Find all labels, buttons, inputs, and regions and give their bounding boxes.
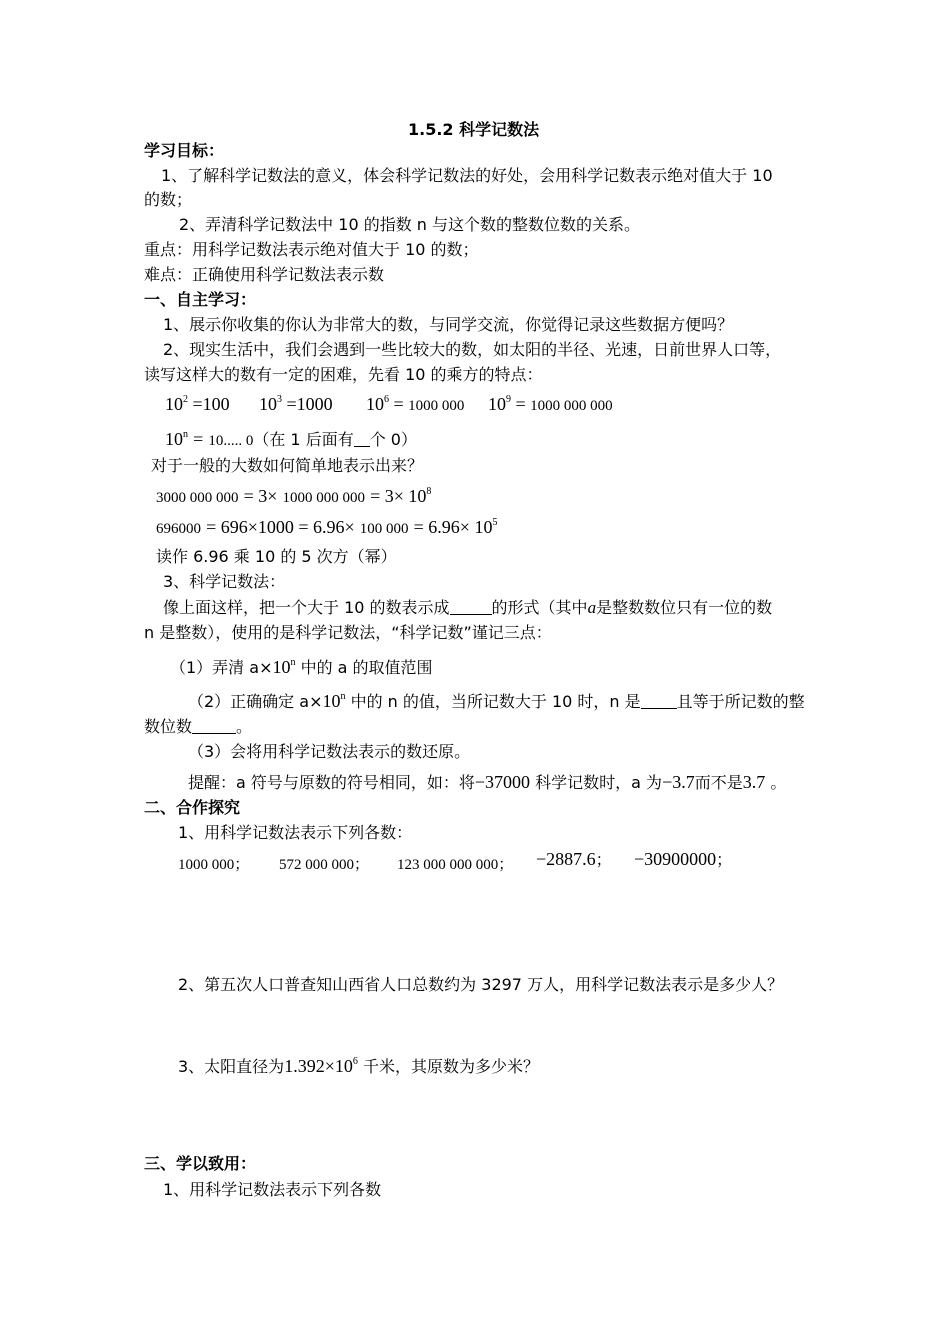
section-1-heading: 一、自主学习： [144, 290, 257, 309]
s2-question-2: 2、第五次人口普查知山西省人口总数约为 3297 万人，用科学记数法表示是多少人？ [178, 975, 784, 994]
power-10-n: 10$^n$ = 10..... 0（在 1 后面有 个 0） [165, 429, 417, 449]
power-10-3: $10^3 =1000$ [259, 394, 333, 414]
s1-ask: 对于一般的大数如何简单地表示出来？ [151, 456, 424, 475]
definition-line-2: n 是整数），使用的是科学记数法，“科学记数”谨记三点： [144, 623, 552, 642]
digit-count-blank[interactable] [192, 719, 236, 734]
reminder: 提醒：a 符号与原数的符号相同，如：将−37000 科学记数时，a 为−3.7而不是3.7 。 [188, 772, 787, 792]
point-2-line-2: 数位数 。 [144, 717, 253, 736]
key-point: 重点：用科学记数法表示绝对值大于 10 的数； [144, 240, 479, 259]
zeros-count-blank[interactable] [354, 432, 370, 447]
point-2-line-1: （2）正确确定 $a\times 10^n$ 中的 n 的值，当所记数大于 10 时，n 是 且等于所记数的整 [188, 691, 805, 711]
n-value-blank[interactable] [641, 694, 677, 709]
s2-number-3: 123 000 000 000； [397, 857, 514, 873]
page-title: 1.5.2 科学记数法 [408, 120, 540, 139]
read-as: 读作 6.96 乘 10 的 5 次方（幂） [156, 547, 397, 566]
section-3-heading: 三、学以致用： [144, 1154, 257, 1173]
goals-heading: 学习目标： [144, 141, 225, 160]
s1-question-2-line-1: 2、现实生活中，我们会遇到一些比较大的数，如太阳的半径、光速，日前世界人口等， [163, 340, 782, 359]
s2-question-1: 1、用科学记数法表示下列各数： [178, 823, 413, 842]
definition-line-1: 像上面这样，把一个大于 10 的数表示成 的形式（其中a是整数数位只有一位的数 [163, 598, 773, 617]
goal-1-line-2: 的数； [144, 190, 193, 209]
goal-1-line-1: 1、了解科学记数法的意义，体会科学记数法的好处，会用科学记数表示绝对值大于 10 [161, 166, 773, 185]
s2-number-2: 572 000 000； [279, 857, 370, 873]
point-3: （3）会将用科学记数法表示的数还原。 [188, 742, 471, 761]
power-10-2: $10^2 =100$ [165, 394, 230, 414]
section-2-heading: 二、合作探究 [144, 798, 241, 817]
example-2: 696000 = 696×1000 = 6.96× 100 $000 = 6.96\times 10^5$ [156, 517, 498, 537]
s1-question-1: 1、展示你收集的你认为非常大的数，与同学交流，你觉得记录这些数据方便吗？ [163, 315, 734, 334]
power-10-6: $10^6 = 1000$ 000 [366, 394, 465, 414]
difficult-point: 难点：正确使用科学记数法表示数 [144, 265, 385, 284]
power-10-9: $10^9 = 1000$ 000 000 [488, 394, 613, 414]
s1-question-2-line-2: 读写这样大的数有一定的困难，先看 10 的乘方的特点： [144, 365, 543, 384]
goal-2: 2、弄清科学记数法中 10 的指数 n 与这个数的整数位数的关系。 [179, 215, 641, 234]
s2-question-3: 3、太阳直径为$1.392\times 10^6$ 千米，其原数为多少米？ [178, 1056, 539, 1076]
s2-number-5: −30900000； [634, 849, 733, 869]
s1-question-3: 3、科学记数法： [163, 572, 286, 591]
s2-number-1: 1000 000； [178, 857, 250, 873]
example-1: 3000 000 000 = 3× 1000 000 $000 = 3\times 10^8$ [156, 486, 432, 506]
s3-question-1: 1、用科学记数法表示下列各数 [163, 1180, 382, 1199]
s2-number-4: −2887.6； [536, 849, 612, 869]
form-blank[interactable] [450, 600, 492, 615]
point-1: （1）弄清 $a\times 10^n$ 中的 a 的取值范围 [170, 657, 433, 677]
